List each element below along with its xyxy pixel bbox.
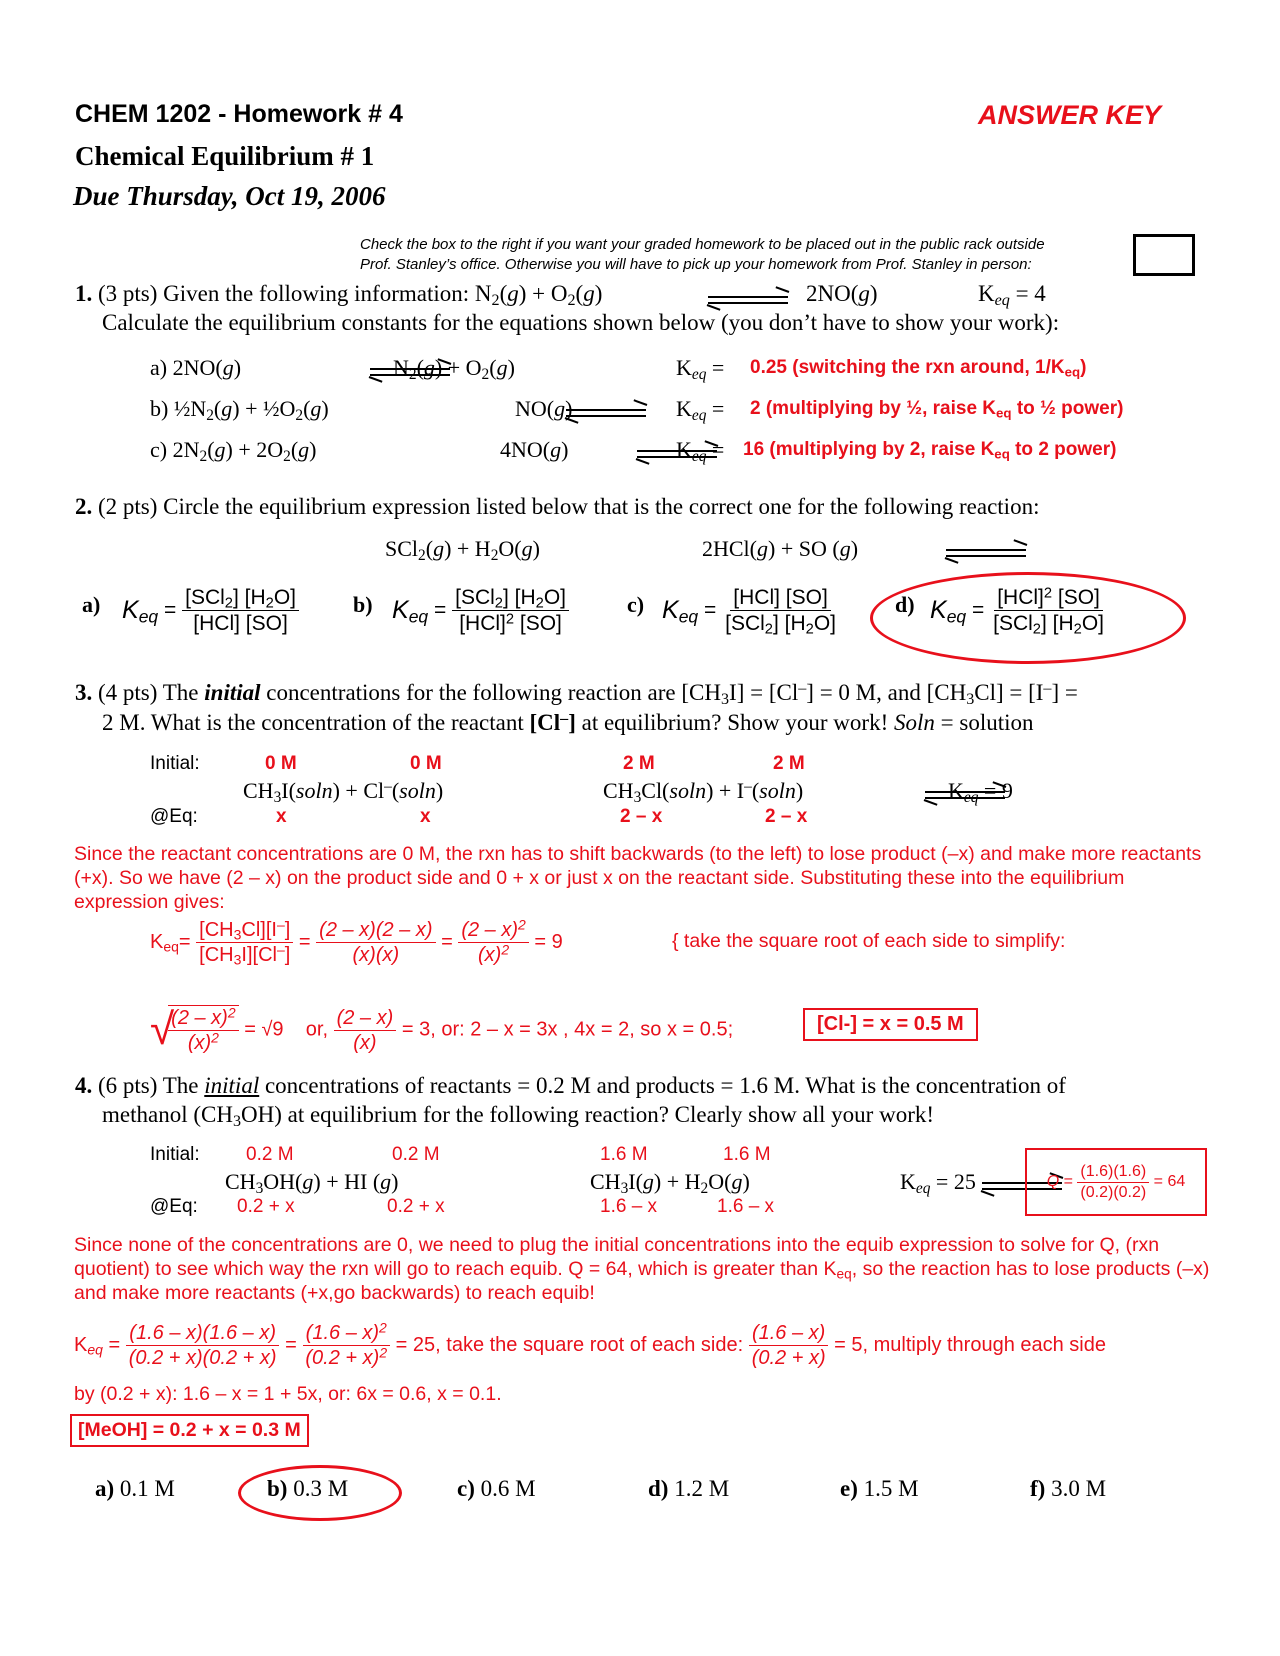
- q4-choice-d[interactable]: d) 1.2 M: [648, 1476, 730, 1501]
- q1a-answer: 0.25 (switching the rxn around, $1/K_{eq}$): [750, 357, 1087, 380]
- q4-by-line: by (0.2 + x): 1.6 – x = 1 + 5x, or: 6x = 0.6, x = 0.1.: [74, 1383, 502, 1405]
- q3-eq-i: 2 – x: [765, 806, 808, 827]
- q4-choice-f[interactable]: f) 3.0 M: [1030, 1476, 1107, 1501]
- q2-reactants: $SCl_2(g) + H_2O(g)$: [385, 536, 540, 564]
- q4-initial-h2o: 1.6 M: [723, 1144, 771, 1165]
- q3-initial-cl: 0 M: [410, 753, 442, 774]
- q2-option-c-label: c): [627, 592, 645, 617]
- q4-eq-ch3i: 1.6 – x: [600, 1196, 658, 1217]
- q2-option-d-label: d): [895, 592, 915, 617]
- q1c-answer: 16 (multiplying by 2, raise $K_{eq}$ to 2 power): [743, 439, 1117, 462]
- q1-pts: (3 pts) Given the following information:: [98, 281, 470, 306]
- q1-given-k: $K_{eq} = 4$: [978, 281, 1046, 310]
- q3-explanation: Since the reactant concentrations are 0 M, the rxn has to shift backwards (to the left) to lose product (–x) and make more reactants (+x). So we have (2 – x) on the product side and 0 + x or just x on the reactant side. Substituting these into the equilibrium expression gives:: [74, 843, 1202, 913]
- q3-eq-ch3cl: 2 – x: [620, 806, 663, 827]
- answer-circle-q4-b: [238, 1465, 402, 1521]
- q3-reactants: $CH_3I(soln) + Cl^-(soln)$: [243, 778, 444, 806]
- q4-line1: 4. (6 pts) The initial concentrations of reactants = 0.2 M and products = 1.6 M. What is the concentration of: [75, 1073, 1066, 1098]
- q4-answer-box: [MeOH] = 0.2 + x = 0.3 M: [70, 1414, 309, 1447]
- q1b-reactant: b) $\frac{1}{2}N_2(g)$ + $\frac{1}{2}O_2(g)$: [150, 396, 329, 424]
- due-date: Due Thursday, Oct 19, 2006: [73, 181, 386, 211]
- q4-reactants: $CH_3OH(g)$ + HI (g): [225, 1169, 399, 1197]
- q4-products: $CH_3I(g) + H_2O(g)$: [590, 1169, 750, 1197]
- q3-k: $K_{eq} = 9$: [948, 778, 1013, 806]
- q1a-k: $K_{eq}$ =: [676, 355, 725, 383]
- q4-explanation: Since none of the concentrations are 0, we need to plug the initial concentrations into the equib expression to solve for Q, (rxn quotient) to see which way the rxn will go to reach equib. Q = 64, which is greater than $K_{eq}$, so the reaction has to lose products (–x) and make more reactants (+x,go backwards) to reach equib!: [74, 1234, 1210, 1304]
- q1a-product: $N_2(g) + O_2(g)$: [393, 355, 515, 383]
- public-rack-checkbox[interactable]: [1133, 234, 1195, 276]
- q1b-k: $K_{eq}$ =: [676, 396, 725, 424]
- q2-option-c-expression: $K_{eq}$ = $\frac{\text{[HCl] [SO]}}{[SCl_2] [H_2O]}$: [662, 586, 836, 638]
- q2-products: 2HCl(g) + SO (g): [702, 536, 859, 561]
- answer-key-label: ANSWER KEY: [978, 100, 1162, 130]
- q3-initial-ch3cl: 2 M: [623, 753, 655, 774]
- q2-header: 2. (2 pts) Circle the equilibrium expression listed below that is the correct one for the following reaction:: [75, 494, 1040, 519]
- q4-initial-label: Initial:: [150, 1144, 200, 1165]
- q3-initial-label: Initial:: [150, 753, 200, 774]
- q1c-product: 4NO(g): [500, 437, 569, 462]
- q3-initial-i: 2 M: [773, 753, 805, 774]
- q1-number: 1.: [75, 281, 93, 306]
- q1c-reactant: c) $2N_2(g) + 2O_2(g)$: [150, 437, 317, 465]
- q4-line2: methanol $(CH_3OH)$ at equilibrium for the following reaction? Clearly show all your work!: [102, 1102, 935, 1131]
- q3-line2: 2 M. What is the concentration of the reactant [Cl–] at equilibrium? Show your work! Soln = solution: [102, 709, 1034, 735]
- q3-keq-expression: $K_{eq}=$ $\frac{[CH_3Cl][I^-]}{[CH_3I][Cl^-]}$ = $\frac{(2 - x)(2 - x)}{(x)(x)}$ = $\frac{(2 - x)^2}{(x)^2}$ = 9: [150, 916, 563, 968]
- equilibrium-arrows-icon: [566, 406, 646, 420]
- q2-option-b-label: b): [353, 592, 373, 617]
- equilibrium-arrows-icon: [946, 546, 1026, 560]
- rack-note-1: Check the box to the right if you want your graded homework to be placed out in the public rack outside: [360, 236, 1045, 253]
- q3-products: $CH_3Cl(soln) + I^-(soln)$: [603, 778, 804, 806]
- subtitle: Chemical Equilibrium # 1: [75, 141, 375, 171]
- equilibrium-arrows-icon: [708, 293, 788, 307]
- q4-keq-expression: $K_{eq}$ = $\frac{(1.6 - x)(1.6 - x)}{(0.2 + x)(0.2 + x)}$ = $\frac{(1.6 - x)^2}{(0.2 + x)^2}$ = 25, take the square root of each side: $\frac{(1.6 - x)}{(0.2 + x)}$ = 5, multiply through each side: [74, 1319, 1106, 1369]
- q3-eq-cl: x: [420, 806, 431, 827]
- q3-sqrt-note: { take the square root of each side to simplify:: [672, 930, 1066, 952]
- q4-eq-ch3oh: 0.2 + x: [237, 1196, 295, 1217]
- rack-note-2: Prof. Stanley’s office. Otherwise you will have to pick up your homework from Prof. Stanley in person:: [360, 256, 1032, 273]
- q4-k: $K_{eq} = 25$: [900, 1169, 976, 1197]
- q1-instruction: Calculate the equilibrium constants for the equations shown below (you don’t have to show your work):: [102, 310, 1060, 335]
- q3-initial-ch3i: 0 M: [265, 753, 297, 774]
- q3-line1: 3. (4 pts) The initial concentrations for the following reaction are $[CH_3I] = [Cl^-] = 0$ M, and $[CH_3Cl] = [I^-]$ =: [75, 679, 1078, 709]
- q2-option-d-expression: $K_{eq}$ = $\frac{[HCl]^2 [SO]}{[SCl_2] [H_2O]}$: [930, 585, 1104, 638]
- q4-eq-hi: 0.2 + x: [387, 1196, 445, 1217]
- answer-circle-q2-d: [870, 572, 1186, 664]
- q2-option-b-expression: $K_{eq}$ = $\frac{[SCl_2] [H_2O]}{[HCl]^2 [SO]}$: [392, 585, 569, 636]
- q4-choice-a[interactable]: a) 0.1 M: [95, 1476, 175, 1501]
- q3-eq-ch3i: x: [276, 806, 287, 827]
- q1a-reactant: a) 2NO(g): [150, 355, 242, 380]
- q4-choice-c[interactable]: c) 0.6 M: [457, 1476, 536, 1501]
- q4-choice-e[interactable]: e) 1.5 M: [840, 1476, 919, 1501]
- q3-answer-box: [Cl-] = x = 0.5 M: [803, 1008, 978, 1041]
- q2-option-a-label: a): [82, 592, 101, 617]
- q1-given-product: 2NO(g): [806, 281, 878, 306]
- q3-eq-label: @Eq:: [150, 806, 198, 827]
- q1b-product: NO(g): [515, 396, 573, 421]
- q1c-k: $K_{eq}$ =: [676, 437, 725, 465]
- q3-sqrt-step: √ $\frac{(2 - x)^2}{(x)^2}$ = √9 or, $\frac{(2 - x)}{(x)}$ = 3, or: 2 – x = 3x , 4x = 2, so x = 0.5;: [150, 1004, 734, 1054]
- q2-option-a-expression: $K_{eq}$ = $\frac{[SCl_2] [H_2O]}{\text{[HCl] [SO]}}$: [122, 585, 299, 636]
- q1-header: 1. (3 pts) Given the following information: $N_2(g) + O_2(g)$: [75, 281, 603, 310]
- q4-initial-ch3oh: 0.2 M: [246, 1144, 294, 1165]
- q4-choice-b[interactable]: b) 0.3 M: [267, 1476, 349, 1501]
- q4-initial-ch3i: 1.6 M: [600, 1144, 648, 1165]
- q4-initial-hi: 0.2 M: [392, 1144, 440, 1165]
- q1b-answer: 2 (multiplying by ½, raise $K_{eq}$ to ½ power): [750, 398, 1124, 421]
- q4-reaction-quotient-box: Q = $\frac{(1.6)(1.6)}{(0.2)(0.2)}$ = 64: [1025, 1148, 1207, 1216]
- course-title: CHEM 1202 - Homework # 4: [75, 100, 403, 128]
- q4-eq-h2o: 1.6 – x: [717, 1196, 775, 1217]
- q4-eq-label: @Eq:: [150, 1196, 198, 1217]
